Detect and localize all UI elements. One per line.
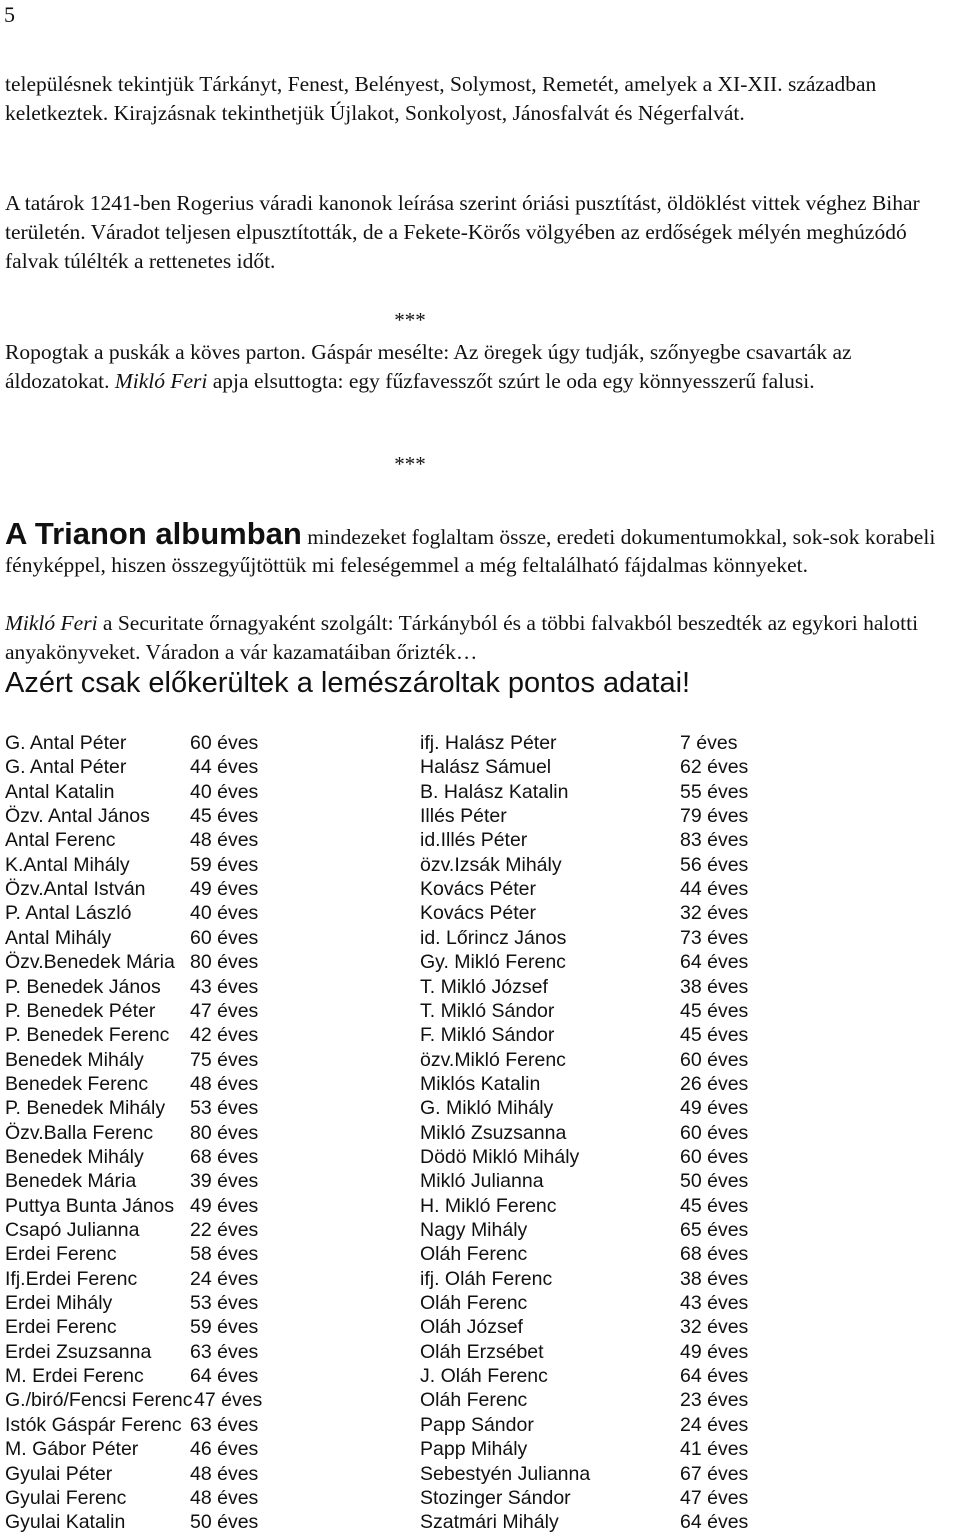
victim-name: Kovács Péter	[420, 902, 536, 925]
victim-age: 38 éves	[680, 975, 749, 998]
victim-name: Papp Sándor	[420, 1413, 534, 1436]
victim-name: Sebestyén Julianna	[420, 1462, 591, 1485]
victim-name: M. Gábor Péter	[5, 1438, 139, 1461]
victim-age: 7 éves	[680, 732, 738, 754]
victim-name: Gyulai Ferenc	[5, 1486, 127, 1509]
victim-name: Ifj.Erdei Ferenc	[5, 1267, 138, 1290]
paragraph-settlements: településnek tekintjük Tárkányt, Fenest, Belényest, Solymost, Remetét, amelyek a XI-XII. században keletkeztek. Kirajzásnak tekinthetjük Újlakot, Sonkolyost, Jánosfalvát és Négerfalvát.	[5, 72, 877, 125]
person-name-miklo-feri: Mikló Feri	[5, 611, 98, 635]
victim-age: 60 éves	[680, 1121, 749, 1144]
victim-name: Papp Mihály	[420, 1438, 528, 1461]
victim-age: 58 éves	[190, 1243, 259, 1266]
paragraph-gunshots-text-a: Ropogtak a puskák a köves parton. Gáspár mesélte: Az öregek úgy tudják, szőnyegbe csavarták az áldozatokat.	[5, 340, 852, 393]
page-number: 5	[4, 2, 15, 27]
victim-age: 63 éves	[190, 1340, 259, 1363]
victim-name: özv.Mikló Ferenc	[420, 1048, 566, 1071]
victim-age: 68 éves	[190, 1145, 259, 1168]
victim-age: 32 éves	[680, 902, 749, 925]
victim-name: Özv.Antal István	[5, 878, 146, 901]
victim-age: 59 éves	[190, 853, 259, 876]
victim-age: 23 éves	[680, 1389, 749, 1412]
paragraph-securitate	[5, 609, 957, 667]
victim-name: özv.Izsák Mihály	[420, 853, 562, 876]
victim-age: 43 éves	[190, 975, 259, 998]
victim-name: Erdei Ferenc	[5, 1316, 117, 1339]
victim-age: 45 éves	[680, 999, 749, 1022]
victim-age: 64 éves	[680, 951, 749, 974]
victim-name: Antal Katalin	[5, 780, 115, 803]
victim-age: 65 éves	[680, 1219, 749, 1241]
victim-age: 48 éves	[190, 1486, 259, 1509]
paragraph-gunshots	[5, 338, 957, 396]
victim-name: Erdei Mihály	[5, 1292, 113, 1315]
victim-name: Benedek Ferenc	[5, 1072, 149, 1095]
victim-name: Oláh Ferenc	[420, 1389, 528, 1412]
victim-age: 40 éves	[190, 902, 259, 925]
victim-name: P. Benedek Ferenc	[5, 1024, 170, 1047]
victim-name: P. Antal László	[5, 902, 132, 925]
victim-age: 83 éves	[680, 829, 749, 852]
victim-age: 39 éves	[190, 1170, 259, 1193]
victim-name: Benedek Mihály	[5, 1145, 144, 1168]
victim-name: Oláh József	[420, 1316, 523, 1339]
victim-name: Benedek Mihály	[5, 1048, 144, 1071]
victim-age: 47 éves	[680, 1486, 749, 1509]
victim-name: Nagy Mihály	[420, 1219, 528, 1241]
victim-age: 80 éves	[190, 951, 259, 974]
victim-age: 49 éves	[680, 1097, 749, 1120]
victim-age: 24 éves	[190, 1267, 259, 1290]
victim-age: 67 éves	[680, 1462, 749, 1485]
victim-age: 60 éves	[190, 926, 259, 949]
victim-name: Szatmári Mihály	[420, 1511, 559, 1534]
victim-name: P. Benedek Mihály	[5, 1097, 166, 1120]
victim-age: 48 éves	[190, 1462, 259, 1485]
victim-name: Csapó Julianna	[5, 1219, 140, 1241]
victim-name: J. Oláh Ferenc	[420, 1365, 548, 1388]
victim-name: Dödö Mikló Mihály	[420, 1145, 580, 1168]
victim-age: 47 éves	[190, 999, 259, 1022]
victim-age: 22 éves	[190, 1219, 259, 1241]
victim-age: 48 éves	[190, 829, 259, 852]
victim-age: 79 éves	[680, 805, 749, 828]
victim-name: Stozinger Sándor	[420, 1486, 571, 1509]
victim-age: 64 éves	[190, 1365, 259, 1388]
victim-age: 40 éves	[190, 780, 259, 803]
victim-age: 53 éves	[190, 1097, 259, 1120]
victim-name: Erdei Ferenc	[5, 1243, 117, 1266]
victim-age: 47 éves	[194, 1389, 263, 1412]
victim-age: 44 éves	[680, 878, 749, 901]
victim-age: 24 éves	[680, 1413, 749, 1436]
victim-age: 55 éves	[680, 780, 749, 803]
victim-name: G. Antal Péter	[5, 756, 127, 779]
victim-name: G./biró/Fencsi Ferenc	[5, 1389, 193, 1412]
victim-age: 44 éves	[190, 756, 259, 779]
victim-name: T. Mikló Sándor	[420, 999, 555, 1022]
victim-name: id.Illés Péter	[420, 829, 528, 852]
victim-name: P. Benedek János	[5, 975, 161, 998]
paragraph-gunshots-text-b: apja elsuttogta: egy fűzfavesszőt szúrt le oda egy könnyesszerű falusi.	[207, 369, 815, 393]
victim-name: G. Antal Péter	[5, 732, 127, 754]
victim-age: 64 éves	[680, 1365, 749, 1388]
victim-age: 32 éves	[680, 1316, 749, 1339]
victim-age: 59 éves	[190, 1316, 259, 1339]
victim-age: 49 éves	[190, 1194, 259, 1217]
victim-name: Gy. Mikló Ferenc	[420, 951, 566, 974]
victim-name: Antal Mihály	[5, 926, 112, 949]
separator-stars: ***	[394, 308, 426, 332]
person-name-miklo-feri: Mikló Feri	[114, 369, 208, 393]
victim-age: 45 éves	[190, 805, 259, 828]
victim-age: 75 éves	[190, 1048, 259, 1071]
separator-stars: ***	[394, 452, 426, 476]
paragraph-album	[5, 516, 957, 579]
victim-age: 46 éves	[190, 1438, 259, 1461]
victim-age: 56 éves	[680, 853, 749, 876]
paragraph-tatars: A tatárok 1241-ben Rogerius váradi kanonok leírása szerint óriási pusztítást, öldöklést vittek véghez Bihar területén. Váradot teljesen elpusztították, de a Fekete-Körős völgyében az erdőségek mélyén meghúzódó falvak túlélték a rettenetes időt.	[5, 191, 920, 273]
victim-name: Özv.Balla Ferenc	[5, 1121, 154, 1144]
victim-name: Erdei Zsuzsanna	[5, 1340, 152, 1363]
victim-name: F. Mikló Sándor	[420, 1024, 555, 1047]
victim-age: 45 éves	[680, 1194, 749, 1217]
headline: Azért csak előkerültek a lemészároltak pontos adatai!	[5, 667, 691, 699]
victim-name: Oláh Ferenc	[420, 1292, 528, 1315]
victim-age: 41 éves	[680, 1438, 749, 1461]
paragraph-securitate-text: a Securitate őrnagyaként szolgált: Tárkányból és a többi falvakból beszedték az egykori halotti anyakönyveket. Váradon a vár kazamatáiban őrizték…	[5, 611, 919, 664]
victim-age: 45 éves	[680, 1024, 749, 1047]
victim-age: 50 éves	[680, 1170, 749, 1193]
victim-name: Kovács Péter	[420, 878, 536, 901]
victim-name: Antal Ferenc	[5, 829, 116, 852]
album-title: A Trianon albumban	[5, 516, 302, 551]
victim-age: 60 éves	[190, 732, 259, 754]
victim-age: 64 éves	[680, 1511, 749, 1534]
victim-age: 48 éves	[190, 1072, 259, 1095]
victim-age: 60 éves	[680, 1145, 749, 1168]
paragraph-album-text: mindezeket foglaltam össze, eredeti dokumentumokkal, sok-sok korabeli fényképpel, hiszen összegyűjtöttük mi feleségemmel a még feltalálható fájdalmas könnyeket.	[5, 525, 936, 577]
victim-name: Benedek Mária	[5, 1170, 137, 1193]
victim-name: id. Lőrincz János	[420, 926, 567, 949]
victim-age: 26 éves	[680, 1072, 749, 1095]
victim-name: Özv. Antal János	[5, 805, 150, 828]
victim-age: 50 éves	[190, 1511, 259, 1534]
victim-age: 49 éves	[680, 1340, 749, 1363]
victim-name: Mikló Julianna	[420, 1170, 544, 1193]
victim-name: P. Benedek Péter	[5, 999, 156, 1022]
victim-name: Illés Péter	[420, 805, 507, 828]
victim-age: 62 éves	[680, 756, 749, 779]
victim-name: ifj. Oláh Ferenc	[420, 1267, 553, 1290]
victim-name: ifj. Halász Péter	[420, 732, 557, 754]
victim-age: 43 éves	[680, 1292, 749, 1315]
victim-name: Gyulai Péter	[5, 1462, 113, 1485]
victim-name: T. Mikló József	[420, 975, 548, 998]
victim-name: M. Erdei Ferenc	[5, 1365, 144, 1388]
victim-name: Halász Sámuel	[420, 756, 552, 779]
victim-name: Gyulai Katalin	[5, 1511, 126, 1534]
victim-name: Özv.Benedek Mária	[5, 951, 175, 974]
victim-age: 42 éves	[190, 1024, 259, 1047]
victim-age: 68 éves	[680, 1243, 749, 1266]
victim-age: 80 éves	[190, 1121, 259, 1144]
victim-name: Mikló Zsuzsanna	[420, 1121, 567, 1144]
victim-name: Istók Gáspár Ferenc	[5, 1413, 182, 1436]
victim-name: Oláh Erzsébet	[420, 1340, 544, 1363]
victim-age: 63 éves	[190, 1413, 259, 1436]
victim-age: 53 éves	[190, 1292, 259, 1315]
victim-name: Miklós Katalin	[420, 1072, 541, 1095]
victim-name: B. Halász Katalin	[420, 780, 569, 803]
victim-age: 38 éves	[680, 1267, 749, 1290]
victim-name: Puttya Bunta János	[5, 1194, 175, 1217]
victim-age: 73 éves	[680, 926, 749, 949]
victim-age: 60 éves	[680, 1048, 749, 1071]
victim-age: 49 éves	[190, 878, 259, 901]
victim-name: K.Antal Mihály	[5, 853, 130, 876]
victim-name: Oláh Ferenc	[420, 1243, 528, 1266]
victim-name: H. Mikló Ferenc	[420, 1194, 557, 1217]
victim-name: G. Mikló Mihály	[420, 1097, 554, 1120]
